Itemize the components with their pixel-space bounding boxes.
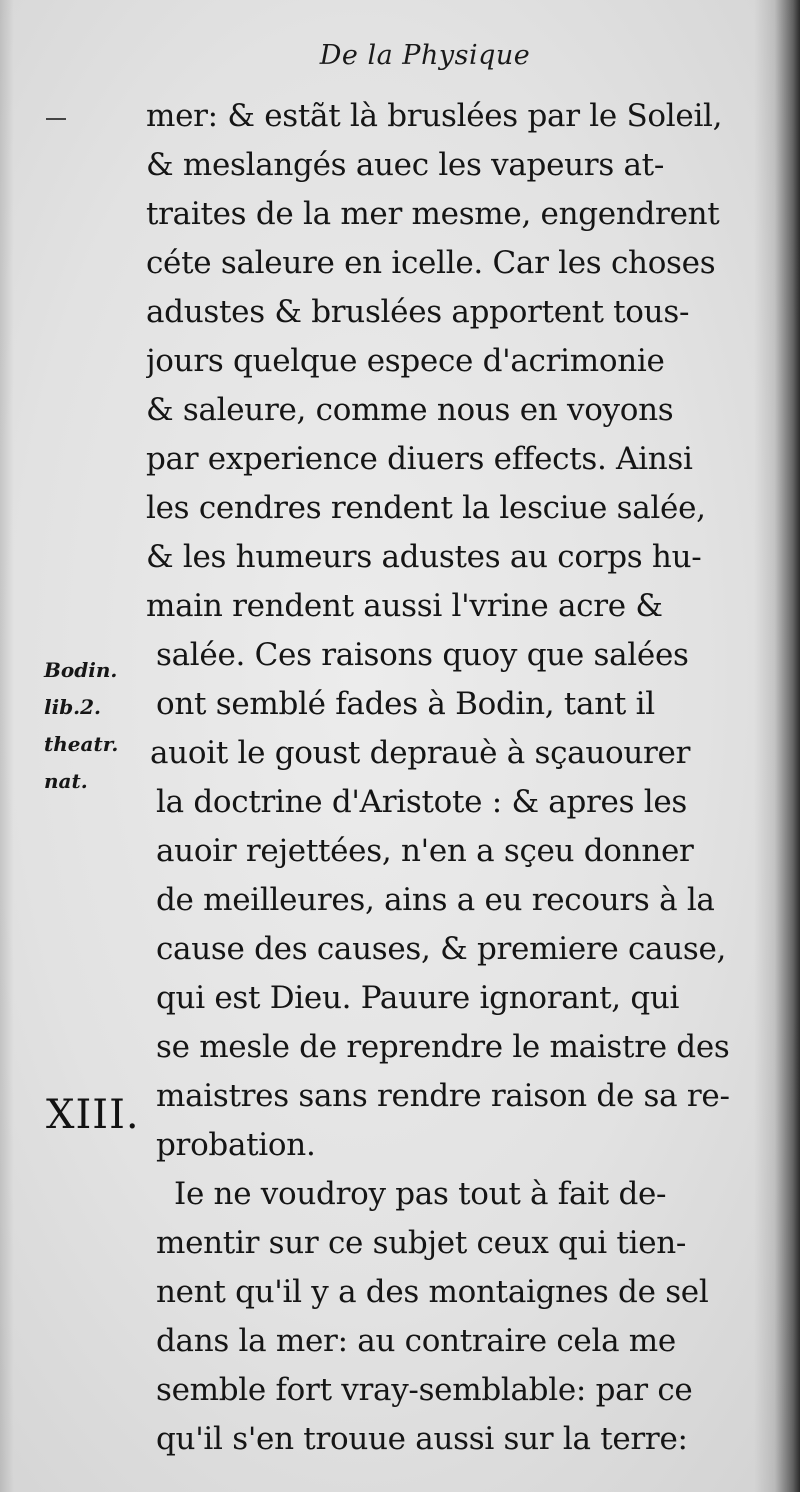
margin-note-line: nat. xyxy=(44,769,88,793)
text-line: jours quelque espece d'acrimonie xyxy=(146,343,665,379)
text-line: probation. xyxy=(156,1127,316,1163)
text-line: & meslangés auec les vapeurs at- xyxy=(146,147,664,183)
text-line: & les humeurs adustes au corps hu- xyxy=(146,539,702,575)
text-line: par experience diuers effects. Ainsi xyxy=(146,441,693,477)
text-line: main rendent aussi l'vrine acre & xyxy=(146,588,663,624)
text-line: nent qu'il y a des montaignes de sel xyxy=(156,1274,709,1310)
text-line: qu'il s'en trouue aussi sur la terre: xyxy=(156,1421,688,1457)
text-line: & saleure, comme nous en voyons xyxy=(146,392,674,428)
text-line: céte saleure en icelle. Car les choses xyxy=(146,245,716,281)
section-number: XIII. xyxy=(46,1092,140,1138)
text-line: mentir sur ce subjet ceux qui tien- xyxy=(156,1225,687,1261)
text-line: cause des causes, & premiere cause, xyxy=(156,931,727,967)
text-line: semble fort vray-semblable: par ce xyxy=(156,1372,693,1408)
text-line: adustes & bruslées apportent tous- xyxy=(146,294,690,330)
text-line: ont semblé fades à Bodin, tant il xyxy=(156,686,655,722)
margin-note xyxy=(44,652,140,800)
margin-note-line: theatr. xyxy=(44,732,119,756)
gutter-shadow xyxy=(754,0,800,1492)
running-head: De la Physique xyxy=(319,40,531,71)
text-line: maistres sans rendre raison de sa re- xyxy=(156,1078,730,1114)
margin-note-line: Bodin. xyxy=(44,658,118,682)
main-text-block xyxy=(146,92,746,1464)
text-line: se mesle de reprendre le maistre des xyxy=(156,1029,730,1065)
text-line: de meilleures, ains a eu recours à la xyxy=(156,882,715,918)
text-line: la doctrine d'Aristote : & apres les xyxy=(156,784,688,820)
text-line: dans la mer: au contraire cela me xyxy=(156,1323,676,1359)
text-line: mer: & estãt là bruslées par le Soleil, xyxy=(146,98,723,134)
text-line: salée. Ces raisons quoy que salées xyxy=(156,637,689,673)
text-line: auoir rejettées, n'en a sçeu donner xyxy=(156,833,694,869)
text-line: les cendres rendent la lesciue salée, xyxy=(146,490,706,526)
margin-dash-mark xyxy=(46,118,66,120)
page-left-edge xyxy=(0,0,14,1492)
text-line: qui est Dieu. Pauure ignorant, qui xyxy=(156,980,680,1016)
text-line: auoit le goust deprauè à sçauourer xyxy=(150,735,691,771)
text-line: traites de la mer mesme, engendrent xyxy=(146,196,720,232)
margin-note-line: lib.2. xyxy=(44,695,102,719)
paragraph-first-line: Ie ne voudroy pas tout à fait de- xyxy=(174,1176,667,1212)
